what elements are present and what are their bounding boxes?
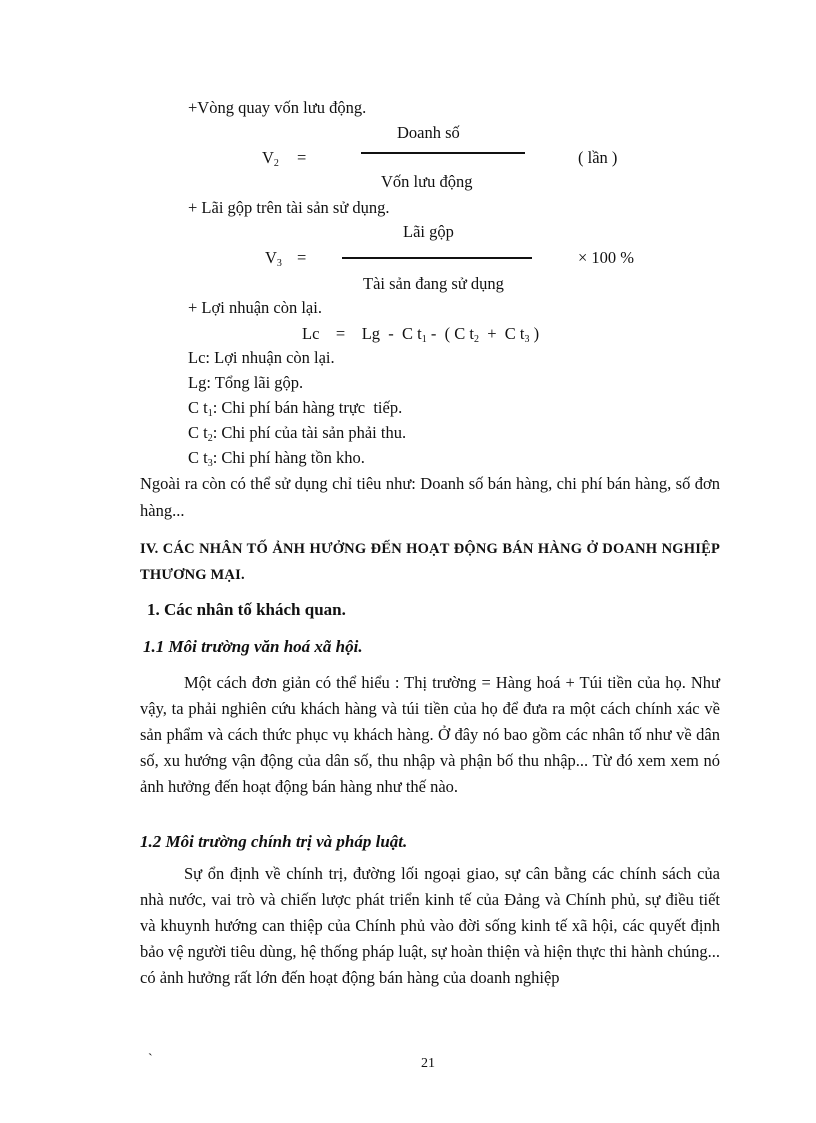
paragraph-1-2: Sự ổn định về chính trị, đường lối ngoại giao, sự cân bằng các chính sách của nhà nước, vai trò và chiến lược phát triển kinh tế của Đảng và Chính phủ, sự điều tiết và khuynh hướng can thiệp của Chính phủ vào đời sống kinh tế xã hội, các quyết định bảo vệ người tiêu dùng, hệ thống pháp luật, sự hoàn thiện và hiện thực thi hành chúng... có ảnh hưởng rất lớn đến hoạt động bán hàng của doanh nghiệp <box>140 864 720 987</box>
v3-intro: + Lãi gộp trên tài sản sử dụng. <box>188 198 390 217</box>
def-lc: Lc: Lợi nhuận còn lại. <box>188 348 335 367</box>
v2-denominator: Vốn lưu động <box>381 172 473 191</box>
lc-formula: Lc = Lg - C $t_1$ - ( C $t_2 + C$ $t_3$ ) <box>302 324 540 345</box>
paragraph-1-1: Một cách đơn giản có thể hiểu : Thị trường = Hàng hoá + Túi tiền của họ. Như vậy, ta phải nghiên cứu khách hàng và túi tiền của họ để đưa ra một cách chính xác về sản phẩm và cách thức phục vụ khách hàng. Ở đây nó bao gồm các nhân tố như về dân số, xu hướng vận động của dân số, thu nhập và phận bố thu nhập... Từ đó xem xem nó ảnh hưởng đến hoạt động bán hàng như thế nào. <box>140 673 720 796</box>
section-iv-heading: IV. CÁC NHÂN TỐ ẢNH HƯỞNG ĐẾN HOẠT ĐỘNG BÁN HÀNG Ở DOANH NGHIỆP THƯƠNG MẠI. <box>140 541 720 583</box>
page-number: 21 <box>421 1056 435 1071</box>
subsection-1-heading: 1. Các nhân tố khách quan. <box>147 600 346 619</box>
v2-intro: +Vòng quay vốn lưu động. <box>188 98 367 117</box>
other-indicators-paragraph: Ngoài ra còn có thể sử dụng chỉ tiêu như: Doanh số bán hàng, chi phí bán hàng, số đơn hàng... <box>140 474 720 520</box>
def-ct3: C $t_3$: Chi phí hàng tồn kho. <box>188 448 365 469</box>
v2-lhs: $V_2$ <box>262 148 279 169</box>
def-lg: Lg: Tổng lãi gộp. <box>188 373 304 392</box>
v2-equals: = <box>297 148 307 167</box>
def-ct2: C $t_2$: Chi phí của tài sản phải thu. <box>188 423 407 444</box>
lc-intro: + Lợi nhuận còn lại. <box>188 298 322 317</box>
v3-equals: = <box>297 248 307 267</box>
v3-unit: × 100 % <box>578 248 635 267</box>
subsection-1-1-heading: 1.1 Môi trường văn hoá xã hội. <box>143 637 363 656</box>
v2-fraction-bar <box>361 152 525 154</box>
v2-numerator: Doanh số <box>397 123 460 142</box>
def-ct1: C $t_1$: Chi phí bán hàng trực tiếp. <box>188 398 403 419</box>
v3-denominator: Tài sản đang sử dụng <box>363 274 504 293</box>
v3-numerator: Lãi gộp <box>403 222 454 241</box>
v2-unit: ( lần ) <box>578 148 618 167</box>
v3-lhs: $V_3$ <box>265 248 282 269</box>
footer-mark: ` <box>148 1052 153 1067</box>
v3-fraction-bar <box>342 257 532 259</box>
subsection-1-2-heading: 1.2 Môi trường chính trị và pháp luật. <box>140 832 408 851</box>
